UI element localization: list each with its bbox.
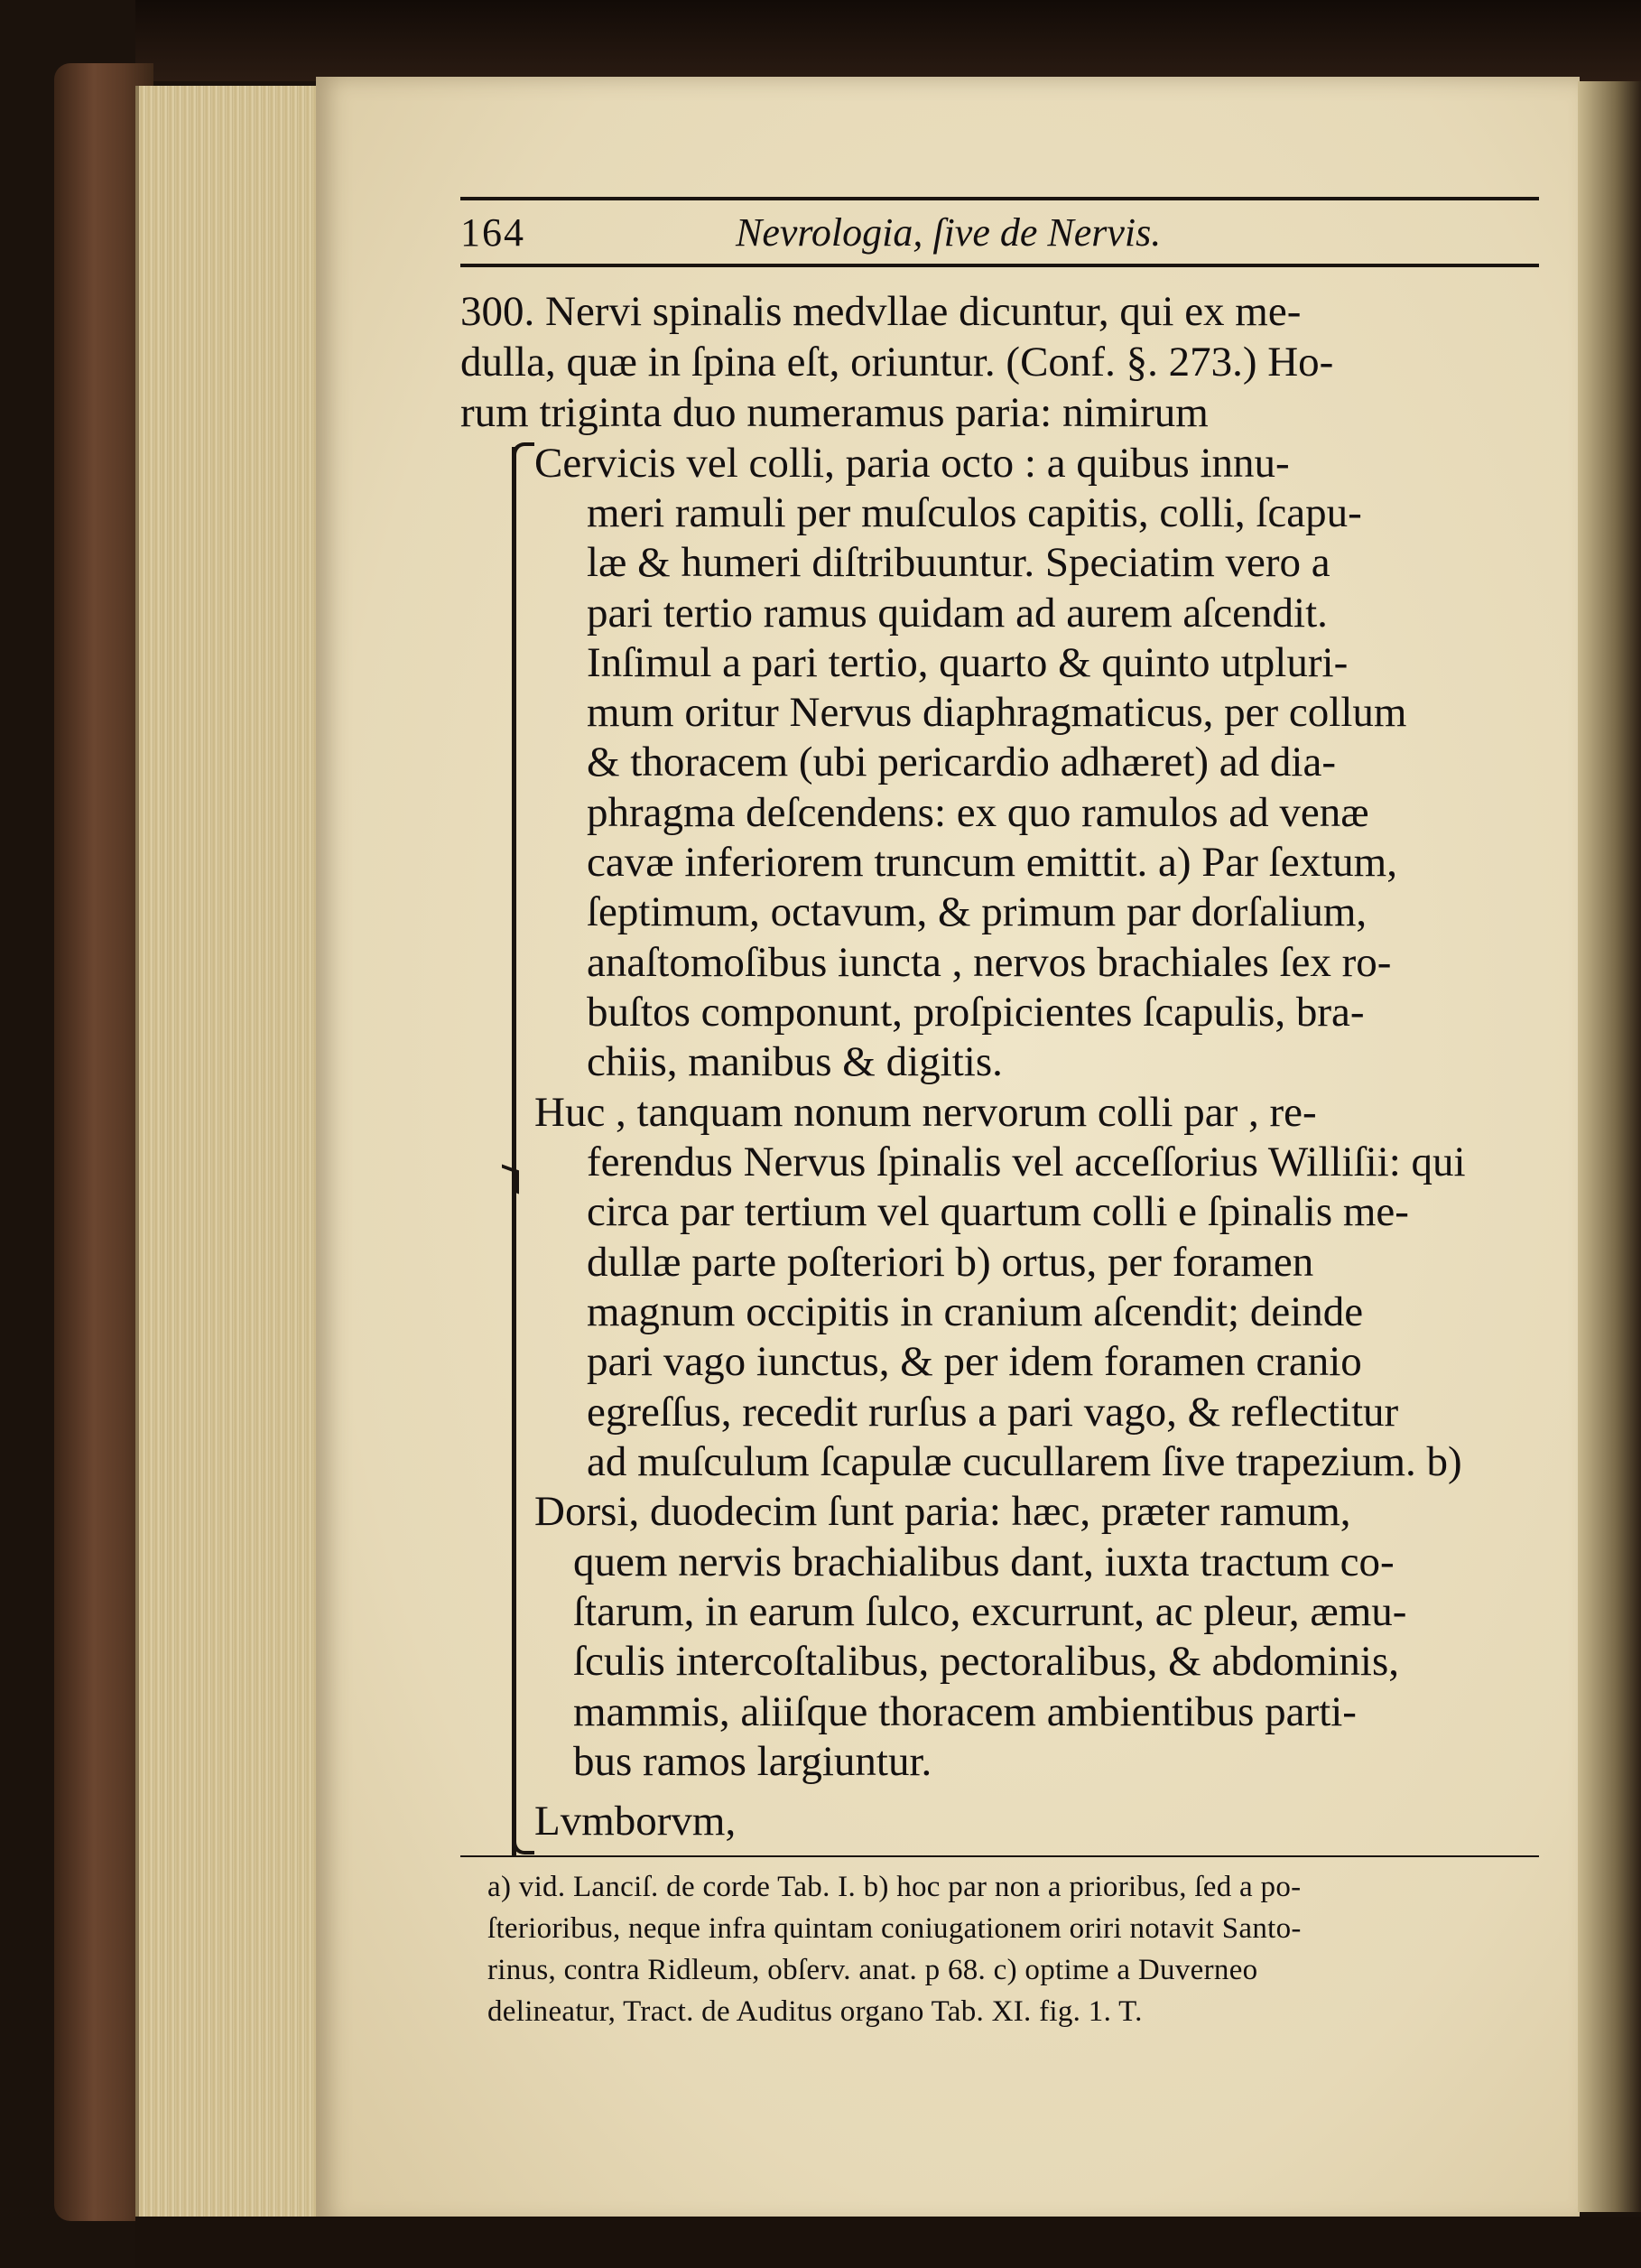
text-line: anaſtomoſibus iuncta , nervos brachiales ſex ro- [587,939,1392,986]
text-line: chiis, manibus & digitis. [587,1038,1003,1085]
text-line: Lvmborvm, [534,1798,737,1845]
footnote-line: a) vid. Lanciſ. de corde Tab. I. b) hoc par non a prioribus, ſed a po- [487,1871,1302,1903]
text-line: dullæ parte poſteriori b) ortus, per foramen [587,1239,1314,1286]
text-line: mammis, aliiſque thoracem ambientibus parti- [573,1688,1357,1735]
page-number: 164 [460,210,525,255]
text-line: Huc , tanquam nonum nervorum colli par , re- [534,1089,1317,1136]
text-line: buſtos componunt, proſpicientes ſcapulis, bra- [587,989,1365,1036]
text-line: læ & humeri diſtribuuntur. Speciatim vero a [587,539,1330,586]
text-line: pari vago iunctus, & per idem foramen cranio [587,1338,1362,1385]
text-line: bus ramos largiuntur. [573,1738,932,1785]
text-line: quem nervis brachialibus dant, iuxta tractum co- [573,1538,1395,1585]
text-line: Inſimul a pari tertio, quarto & quinto utpluri- [587,639,1349,686]
footnote-line: delineatur, Tract. de Auditus organo Tab. XI. fig. 1. T. [487,1995,1143,2028]
text-line: meri ramuli per muſculos capitis, colli, ſcapu- [587,489,1362,536]
text-line: rum triginta duo numeramus paria: nimirum [460,389,1209,436]
text-line: pari tertio ramus quidam ad aurem aſcendit. [587,590,1328,637]
text-line: ſculis intercoſtalibus, pectoralibus, & abdominis, [573,1638,1400,1685]
text-line: magnum occipitis in cranium aſcendit; deinde [587,1288,1364,1335]
text-line: Dorsi, duodecim ſunt paria: hæc, præter ramum, [534,1488,1351,1535]
text-line: 300. Nervi spinalis medvllae dicuntur, qui ex me- [460,288,1302,335]
text-line: dulla, quæ in ſpina eſt, oriuntur. (Conf. §. 273.) Ho- [460,339,1334,386]
running-title: Nevrologia, ſive de Nervis. [736,210,1162,255]
footnote-line: rinus, contra Ridleum, obſerv. anat. p 68. c) optime a Duverneo [487,1954,1258,1986]
footnote-line: ſterioribus, neque infra quintam coniugationem oriri notavit Santo- [487,1912,1302,1945]
text-line: ſeptimum, octavum, & primum par dorſalium, [587,888,1368,935]
text-line: egreſſus, recedit rurſus a pari vago, & reflectitur [587,1389,1399,1436]
text-line: mum oritur Nervus diaphragmaticus, per collum [587,689,1407,736]
text-line: ferendus Nervus ſpinalis vel acceſſorius Williſii: qui [587,1139,1466,1185]
text-line: Cervicis vel colli, paria octo : a quibus innu- [534,440,1290,487]
text-line: circa par tertium vel quartum colli e ſpinalis me- [587,1188,1409,1235]
text-line: ad muſculum ſcapulæ cucullarem ſive trapezium. b) [587,1438,1462,1485]
text-line: & thoracem (ubi pericardio adhæret) ad dia- [587,739,1336,785]
text-line: phragma deſcendens: ex quo ramulos ad venæ [587,789,1369,836]
text-line: ſtarum, in earum ſulco, excurrunt, ac pleur, æmu- [573,1588,1407,1635]
text-line: cavæ inferiorem truncum emittit. a) Par ſextum, [587,839,1397,886]
